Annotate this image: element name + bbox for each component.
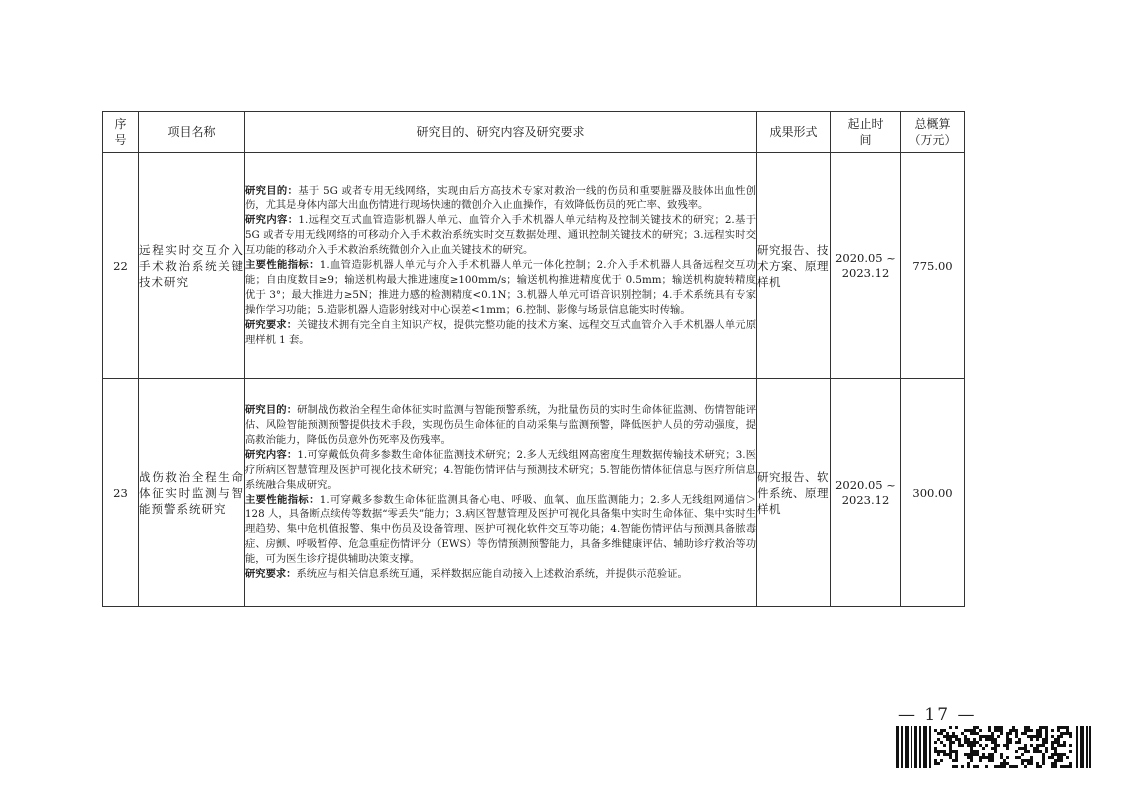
deliverable-form: 研究报告、软件系统、原理样机 <box>757 379 831 607</box>
project-budget: 300.00 <box>901 379 965 607</box>
content-section <box>245 567 756 582</box>
project-period <box>831 153 901 379</box>
period-end: 2023.12 <box>841 492 890 507</box>
project-name: 战伤救治全程生命体征实时监测与智能预警系统研究 <box>139 379 245 607</box>
content-section <box>245 184 756 214</box>
header-period: 起止时间 <box>831 112 901 153</box>
header-no: 序号 <box>103 112 139 153</box>
header-name: 项目名称 <box>139 112 245 153</box>
section-text: 1.远程交互式血管造影机器人单元、血管介入手术机器人单元结构及控制关键技术的研究；2.基于 5G 或者专用无线网络的可移动介入手术救治系统实时交互数据处理、通讯控制关键技术的研究；3.远程实时交互功能的移动介入手术救治系统微创介入止血关键技术的研究。 <box>245 214 757 257</box>
content-section <box>245 448 756 493</box>
section-text: 研制战伤救治全程生命体征实时监测与智能预警系统，为批量伤员的实时生命体征监测、伤情智能评估、风险智能预测预警提供技术手段，实现伤员生命体征的自动采集与监测预警，降低医护人员的劳动强度，提高救治能力，降低伤员意外伤死率及伤残率。 <box>245 404 757 446</box>
content-section <box>245 318 756 348</box>
header-form: 成果形式 <box>757 112 831 153</box>
section-label: 研究目的： <box>245 184 299 197</box>
project-name: 远程实时交互介入手术救治系统关键技术研究 <box>139 153 245 379</box>
project-budget: 775.00 <box>901 153 965 379</box>
section-text: 1.可穿戴多参数生命体征监测具备心电、呼吸、血氧、血压监测能力；2.多人无线组网通信＞128 人，具备断点续传等数据“零丢失”能力；3.病区智慧管理及医护可视化具备集中实时生命体征、集中实时生理趋势、集中危机值报警、集中伤员及设备管理、医护可视化软件交互等功能；4.智能伤情评估与预测具备脓毒症、房颤、呼吸暂停、危急重症伤情评分（EWS）等伤情预测预警能力，具备多维健康评估、辅助诊疗救治等功能，可为医生诊疗提供辅助决策支撑。 <box>245 493 757 566</box>
barcode-icon <box>896 726 1091 768</box>
content-section <box>245 493 756 568</box>
section-label: 研究要求： <box>245 568 297 581</box>
project-content <box>245 379 757 607</box>
period-end: 2023.12 <box>841 265 890 280</box>
deliverable-form: 研究报告、技术方案、原理样机 <box>757 153 831 379</box>
section-label: 研究目的： <box>245 404 298 417</box>
content-section <box>245 403 756 448</box>
section-label: 研究内容： <box>245 448 298 461</box>
content-section <box>245 213 756 258</box>
table-row <box>103 153 965 379</box>
row-number: 22 <box>103 153 139 379</box>
project-period <box>831 379 901 607</box>
project-table <box>102 111 965 607</box>
period-start: 2020.05 ~ <box>835 477 896 492</box>
section-text: 基于 5G 或者专用无线网络，实现由后方高技术专家对救治一线的伤员和重要脏器及肢体出血性创伤，尤其是身体内部大出血伤情进行现场快速的微创介入止血操作，有效降低伤员的死亡率、致残率。 <box>245 184 757 212</box>
section-label: 主要性能指标： <box>245 259 320 272</box>
period-start: 2020.05 ~ <box>835 250 896 265</box>
section-text: 1.血管造影机器人单元与介入手术机器人单元一体化控制；2.介入手术机器人具备远程交互功能；自由度数目≥9；输送机构最大推进速度≥100mm/s；输送机构推进精度优于 0.5mm；输送机构旋转精度优于 3°；最大推进力≥5N；推进力感的检测精度<0.1N；3.机器人单元可语音识别控制；4.手术系统具有专家操作学习功能；5.造影机器人造影射线对中心误差<1mm；6.控制、影像与场景信息能实时传输。 <box>245 259 757 316</box>
table-header-row <box>103 112 965 153</box>
header-budget: 总概算（万元） <box>901 112 965 153</box>
section-text: 1.可穿戴低负荷多参数生命体征监测技术研究；2.多人无线组网高密度生理数据传输技术研究；3.医疗所病区智慧管理及医护可视化技术研究；4.智能伤情评估与预测技术研究；5.智能伤情体征信息与医疗所信息系统融合集成研究。 <box>245 448 756 491</box>
header-content: 研究目的、研究内容及研究要求 <box>245 112 757 153</box>
section-label: 主要性能指标： <box>245 493 320 506</box>
page-number: — 17 — <box>898 705 977 725</box>
section-text: 关键技术拥有完全自主知识产权，提供完整功能的技术方案、远程交互式血管介入手术机器人单元原理样机 1 套。 <box>245 318 757 346</box>
section-label: 研究要求： <box>245 318 298 331</box>
section-label: 研究内容： <box>245 214 299 227</box>
row-number: 23 <box>103 379 139 607</box>
table-row <box>103 379 965 607</box>
project-content <box>245 153 757 379</box>
content-section <box>245 258 756 318</box>
section-text: 系统应与相关信息系统互通，采样数据应能自动接入上述救治系统，并提供示范验证。 <box>296 568 688 581</box>
